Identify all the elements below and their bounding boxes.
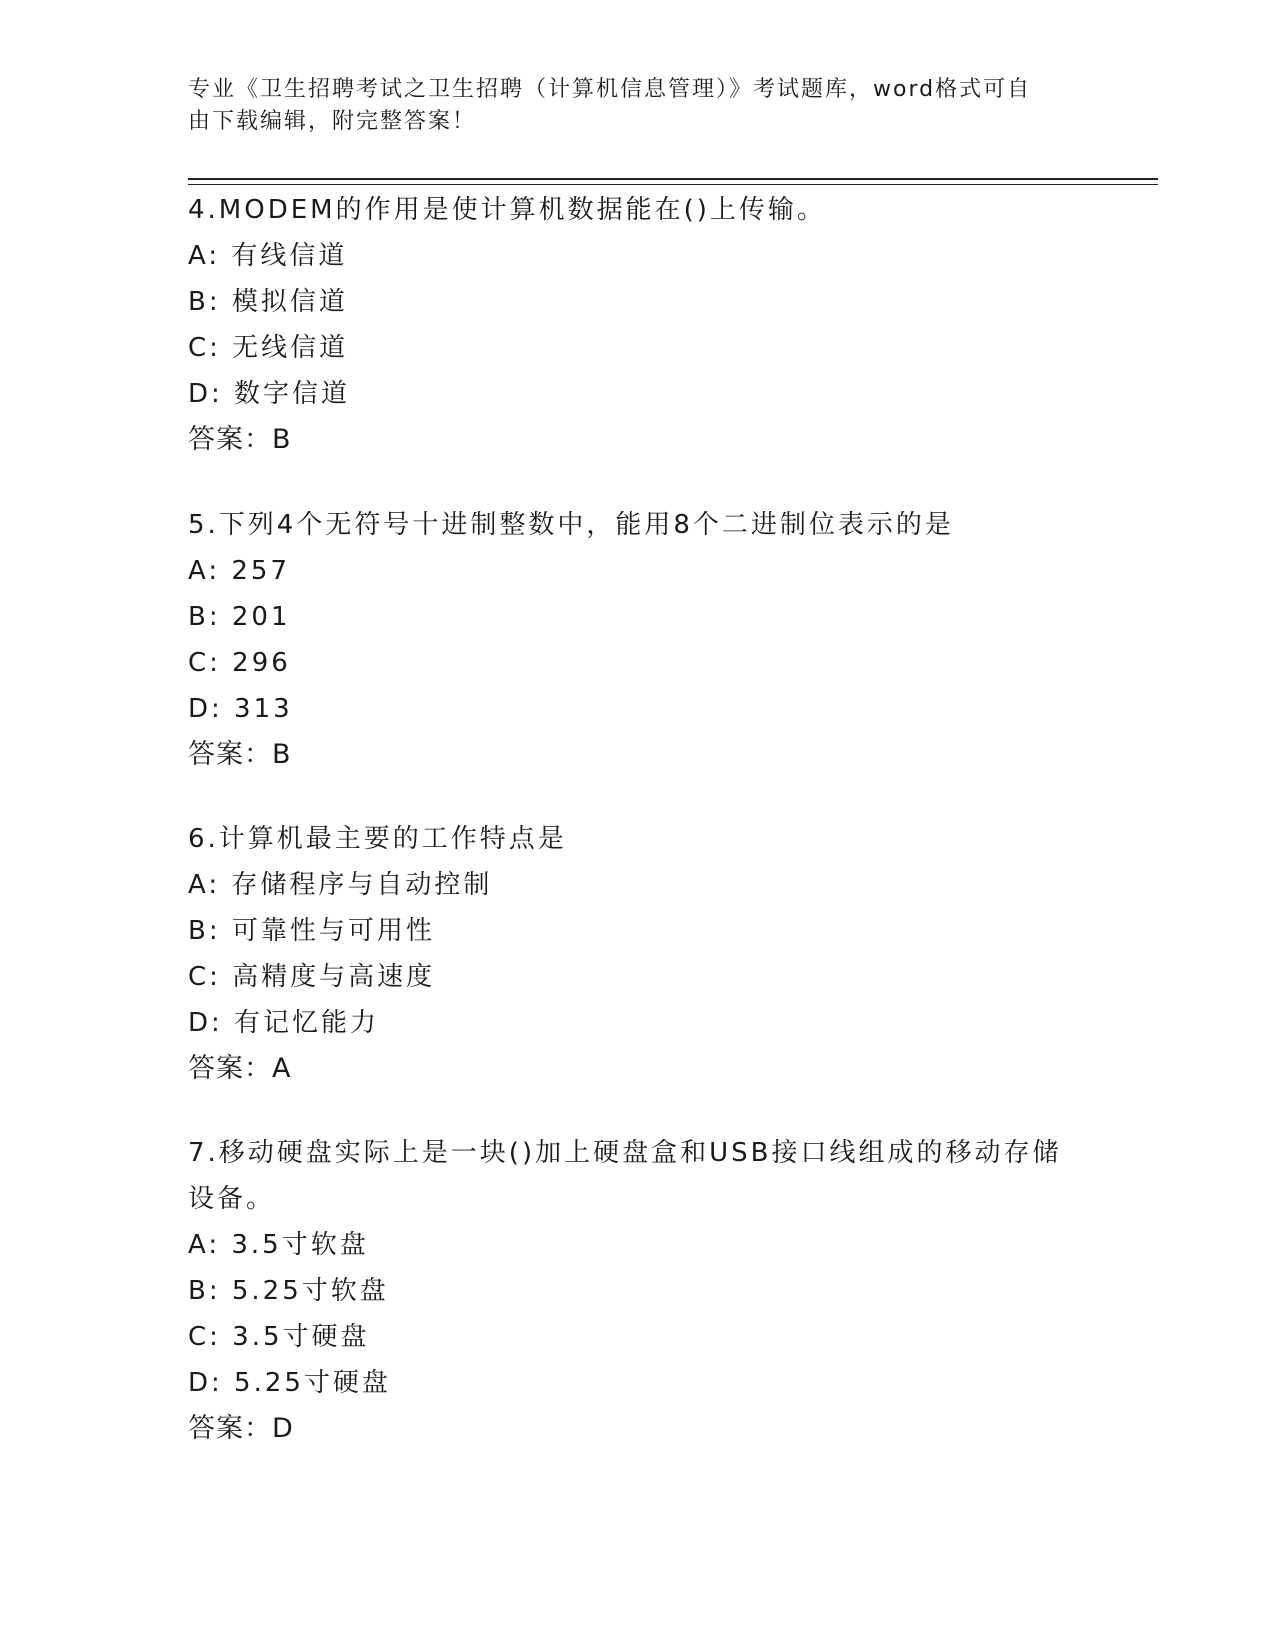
answer: 答案：D <box>188 1413 294 1444</box>
option-b: B: 5.25寸软盘 <box>188 1276 389 1306</box>
question-stem: 4.MODEM的作用是使计算机数据能在()上传输。 <box>188 195 826 225</box>
question-stem: 6.计算机最主要的工作特点是 <box>188 824 567 854</box>
question-6 <box>188 816 1088 1092</box>
question-stem: 5.下列4个无符号十进制整数中，能用8个二进制位表示的是 <box>188 510 954 540</box>
option-d: D: 5.25寸硬盘 <box>188 1368 391 1398</box>
header-divider-thin <box>188 184 1158 185</box>
question-5 <box>188 502 1088 778</box>
header-line-2: 由下载编辑，附完整答案！ <box>188 109 477 134</box>
option-c: C: 296 <box>188 648 291 678</box>
answer: 答案：B <box>188 739 292 770</box>
option-b: B: 可靠性与可用性 <box>188 916 435 946</box>
option-b: B: 模拟信道 <box>188 287 348 317</box>
option-a: A: 3.5寸软盘 <box>188 1230 369 1260</box>
option-c: C: 高精度与高速度 <box>188 962 436 992</box>
document-header <box>188 74 1068 138</box>
question-4 <box>188 187 1088 463</box>
answer: 答案：B <box>188 424 292 455</box>
option-d: D: 数字信道 <box>188 379 351 409</box>
question-7 <box>188 1130 1088 1452</box>
option-c: C: 3.5寸硬盘 <box>188 1322 370 1352</box>
option-d: D: 313 <box>188 694 293 724</box>
option-a: A: 有线信道 <box>188 241 348 271</box>
option-a: A: 257 <box>188 556 290 586</box>
header-divider-thick <box>188 178 1158 180</box>
option-b: B: 201 <box>188 602 291 632</box>
question-stem-line-1: 7.移动硬盘实际上是一块()加上硬盘盒和USB接口线组成的移动存储 <box>188 1138 1062 1168</box>
option-d: D: 有记忆能力 <box>188 1008 380 1038</box>
header-line-1: 专业《卫生招聘考试之卫生招聘（计算机信息管理）》考试题库，word格式可自 <box>188 77 1032 102</box>
option-a: A: 存储程序与自动控制 <box>188 870 493 900</box>
question-stem-line-2: 设备。 <box>188 1184 276 1214</box>
option-c: C: 无线信道 <box>188 333 349 363</box>
answer: 答案：A <box>188 1053 292 1084</box>
